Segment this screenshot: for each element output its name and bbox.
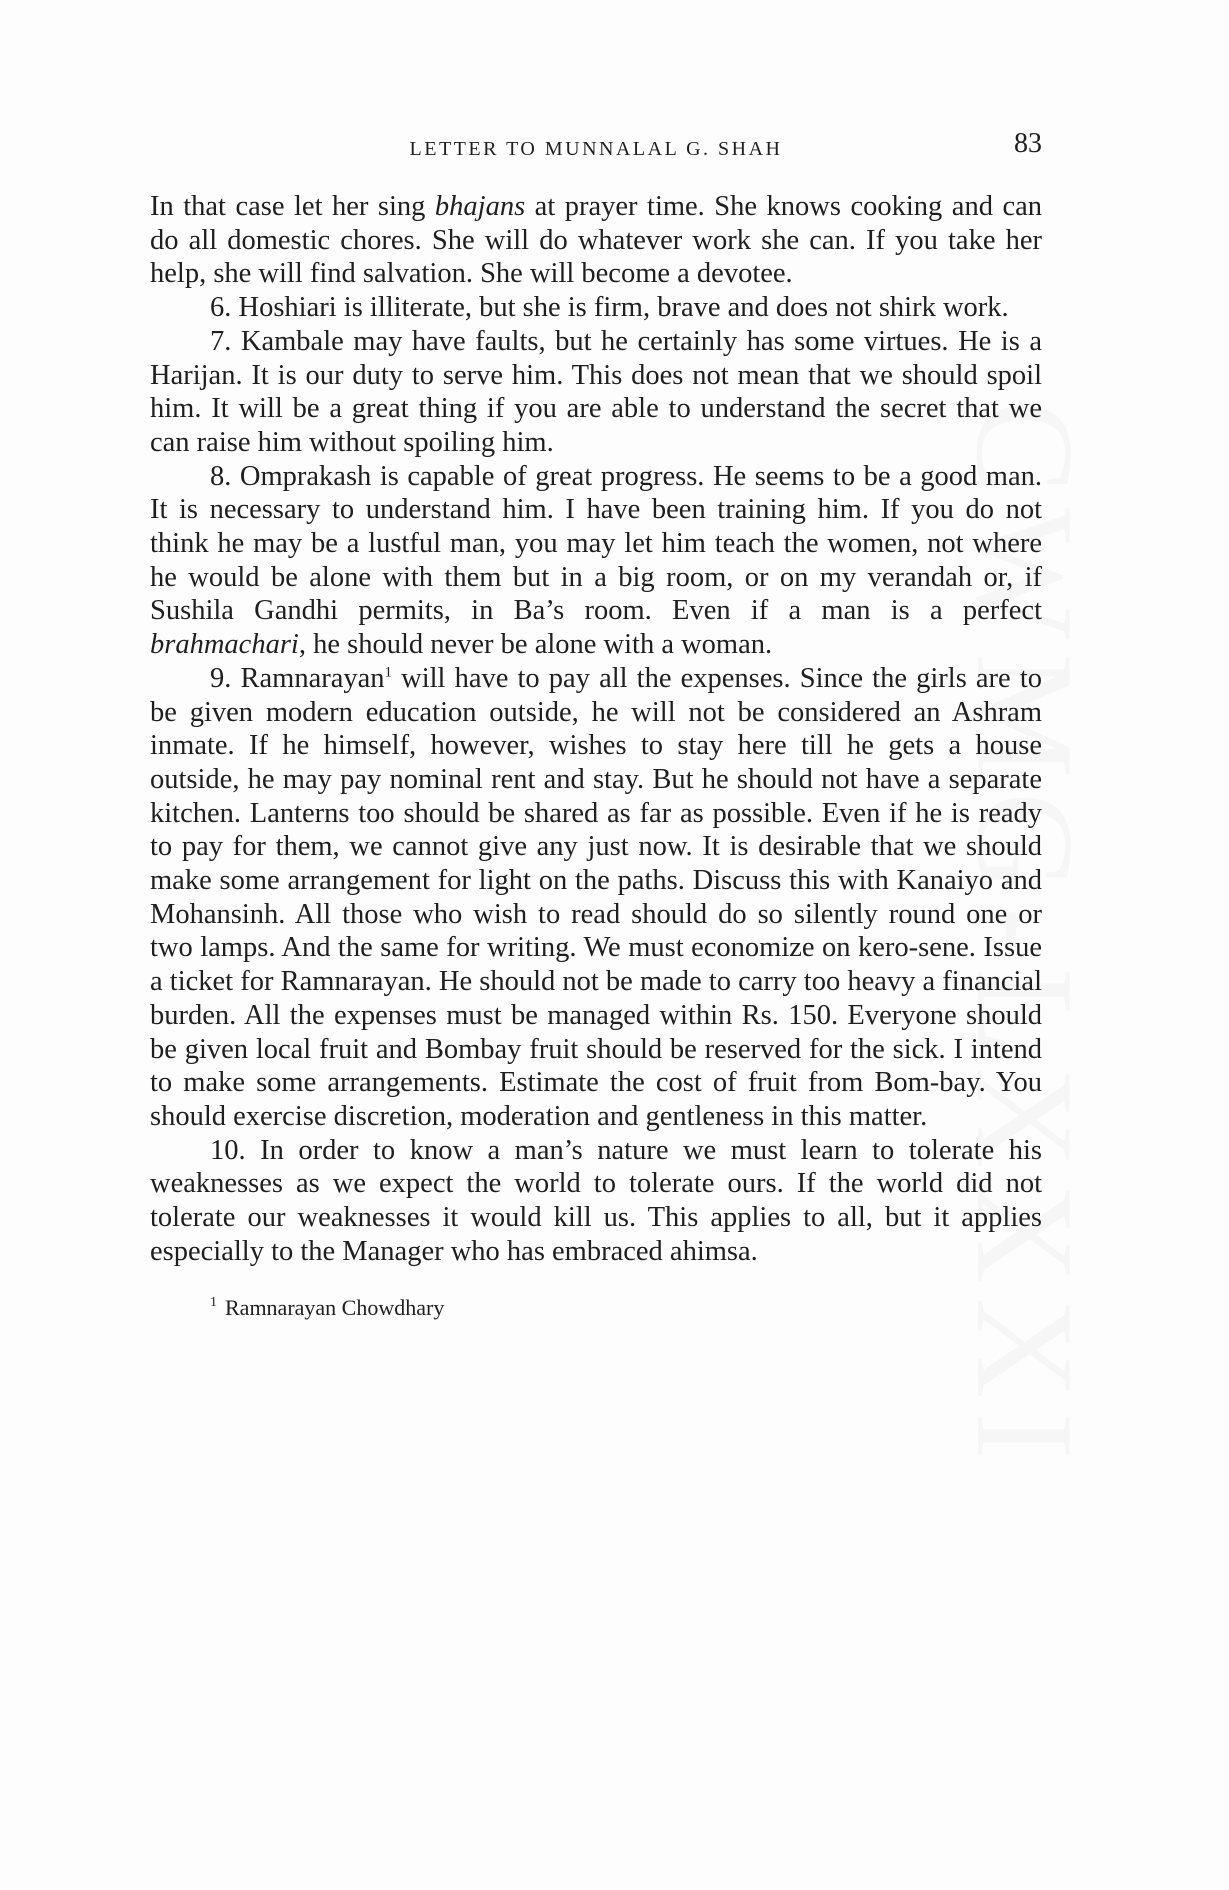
footnote-text: Ramnarayan Chowdhary [225,1294,445,1320]
footnote [210,1295,1042,1321]
footnote-reference: 1 [384,664,393,681]
paragraph [150,190,1042,291]
text-run: at prayer time. She knows cooking and can do all domestic chores. She will do whatever work she can. If you take her help, she will find salvation. She will become a devotee. [150,191,1042,290]
text-run: In that case let her sing [150,191,435,222]
text-run: 9. Ramnarayan [210,662,385,694]
running-title: LETTER TO MUNNALAL G. SHAH [409,138,783,160]
text-run: 10. In order to know a man’s nature we must learn to tolerate his weaknesses as we expect the world to tolerate ours. If the world did not tolerate our weaknesses it would kill us. This applies to all, but it applies especially to the Manager who has embraced ahimsa. [150,1134,1042,1267]
paragraph [150,291,1042,325]
running-head [150,128,1042,168]
text-run: 8. Omprakash is capable of great progress. He seems to be a good man. It is necessary to understand him. I have been training him. If you do not think he may be a lustful man, you may let him teach the women, not where he would be alone with them but in a big room, or on my verandah or, if Sushila Gandhi permits, in Ba’s room. Even if a man is a perfect [150,460,1042,627]
paragraph [150,662,1042,1134]
text-run: 6. Hoshiari is illiterate, but she is firm, brave and does not shirk work. [210,292,1009,324]
paragraph [150,460,1042,662]
body-text [150,190,1042,1269]
paragraph [150,1134,1042,1269]
text-run: , he should never be alone with a woman. [298,629,773,661]
text-run: 7. Kambale may have faults, but he certainly has some virtues. He is a Harijan. It is our duty to serve him. This does not mean that we should spoil him. It will be a great thing if you are able to understand the secret that we can raise him without spoiling him. [150,325,1042,458]
footnote-marker: 1 [210,1295,217,1311]
italic-term: brahmachari [150,629,299,661]
page [150,128,1042,1321]
text-run: will have to pay all the expenses. Since the girls are to be given modern education outside, he will not be considered an Ashram inmate. If he himself, however, wishes to stay here till he gets a house outside, he may pay nominal rent and stay. But he should not have a separate kitchen. Lanterns too should be shared as far as possible. Even if he is ready to pay for them, we cannot give any just now. It is desirable that we should make some arrangement for light on the paths. Discuss this with Kanaiyo and Mohansinh. All those who wish to read should do so silently round one or two lamps. And the same for writing. We must economize on kero-sene. Issue a ticket for Ramnarayan. He should not be made to carry too heavy a financial burden. All the expenses must be managed within Rs. 150. Everyone should be given local fruit and Bombay fruit should be reserved for the sick. I intend to make some arrangements. Estimate the cost of fruit from Bom-bay. You should exercise discretion, moderation and gentleness in this matter. [150,662,1042,1132]
paragraph [150,325,1042,460]
italic-term: bhajans [434,191,526,222]
page-number: 83 [1014,128,1042,159]
watermark: CWMG-LXXXI [947,400,1102,1474]
